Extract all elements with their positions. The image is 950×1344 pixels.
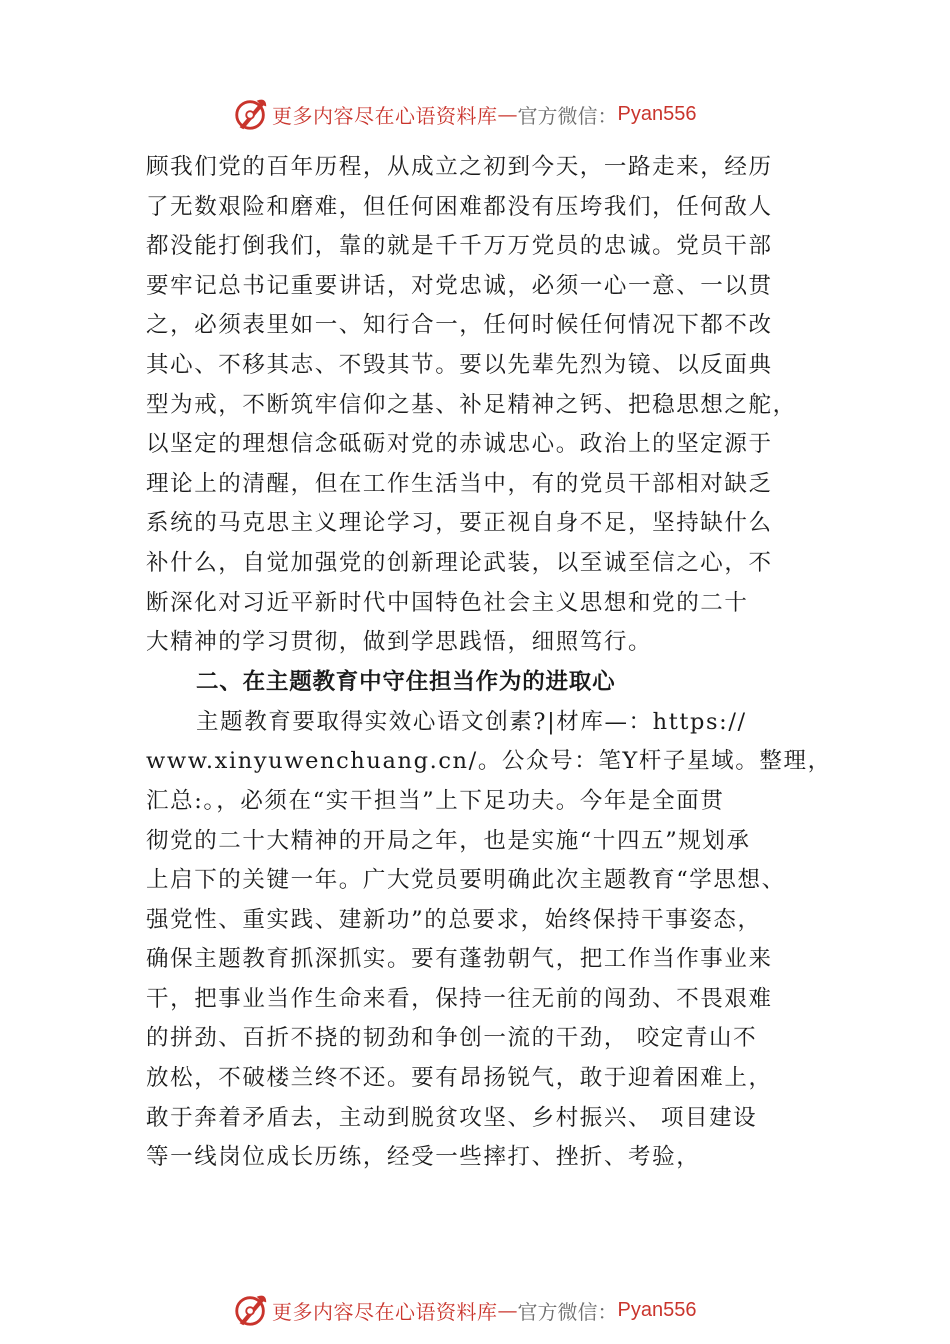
- paragraph-line: 彻党的二十大精神的开局之年，也是实施“十四五”规划承: [146, 827, 751, 854]
- banner-brand: 更多内容尽在心语资料库: [272, 103, 498, 128]
- paragraph-line: 顾我们党的百年历程，从成立之初到今天，一路走来，经历: [146, 154, 773, 180]
- paragraph-line: 要牢记总书记重要讲话，对党忠诚，必须一心一意、一以贯: [146, 272, 773, 299]
- paragraph-line: 主题教育要取得实效心语文创素?|材库—：https://: [196, 708, 747, 735]
- paragraph-line: 以坚定的理想信念砥砺对党的赤诚忠心。政治上的坚定源于: [146, 431, 773, 458]
- paragraph-line: 理论上的清醒，但在工作生活当中，有的党员干部相对缺乏: [146, 470, 773, 497]
- paragraph-line: 大精神的学习贯彻，做到学思践悟，细照笃行。: [146, 629, 653, 656]
- banner-account: Pyan556: [617, 102, 697, 125]
- paragraph-line: 干，把事业当作生命来看，保持一往无前的闯劲、不畏艰难: [146, 985, 773, 1012]
- banner-account: Pyan556: [617, 1298, 697, 1321]
- quill-seal-logo-icon: [232, 1291, 270, 1329]
- banner-brand: 更多内容尽在心语资料库: [272, 1299, 498, 1324]
- banner-dash: —: [497, 1298, 518, 1322]
- paragraph-line: 的拼劲、百折不挠的韧劲和争创一流的干劲， 咬定青山不: [146, 1025, 758, 1052]
- paragraph-line: 其心、不移其志、不毁其节。要以先辈先烈为镜、以反面典: [146, 351, 773, 378]
- paragraph-line: 敢于奔着矛盾去，主动到脱贫攻坚、乡村振兴、 项目建设: [146, 1104, 758, 1131]
- paragraph-line: 确保主题教育抓深抓实。要有蓬勃朝气，把工作当作事业来: [146, 946, 773, 973]
- paragraph-line: 汇总:。，必须在“实干担当”上下足功夫。今年是全面贯: [146, 787, 725, 814]
- paragraph-line: 强党性、重实践、建新功”的总要求，始终保持干事姿态，: [146, 906, 762, 933]
- paragraph-line: 之，必须表里如一、知行合一，任何时候任何情况下都不改: [146, 312, 773, 339]
- section-heading: 二、在主题教育中守住担当作为的进取心: [196, 668, 616, 695]
- paragraph-line: 断深化对习近平新时代中国特色社会主义思想和党的二十: [146, 589, 749, 616]
- paragraph-line: 等一线岗位成长历练，经受一些摔打、挫折、考验，: [146, 1144, 701, 1171]
- paragraph-line: 了无数艰险和磨难，但任何困难都没有压垮我们，任何敌人: [146, 193, 773, 220]
- paragraph-line: www.xinyuwenchuang.cn/。公众号：笔Y杆子星域。整理，: [146, 748, 832, 775]
- paragraph-line: 都没能打倒我们，靠的就是千千万万党员的忠诚。党员干部: [146, 233, 773, 260]
- banner-dash: —: [497, 102, 518, 126]
- paragraph-line: 型为戒，不断筑牢信仰之基、补足精神之钙、把稳思想之舵，: [146, 391, 797, 418]
- article-body: [146, 148, 832, 1178]
- paragraph-line: 补什么，自觉加强党的创新理论武装，以至诚至信之心，不: [146, 549, 773, 576]
- banner-label: 官方微信：: [517, 1299, 618, 1324]
- paragraph-line: 系统的马克思主义理论学习，要正视自身不足，坚持缺什么: [146, 510, 773, 537]
- footer-banner: [232, 1290, 696, 1330]
- banner-label: 官方微信：: [517, 103, 618, 128]
- paragraph-line: 上启下的关键一年。广大党员要明确此次主题教育“学思想、: [146, 867, 786, 894]
- header-banner: [232, 94, 696, 134]
- quill-seal-logo-icon: [232, 95, 270, 133]
- paragraph-line: 放松，不破楼兰终不还。要有昂扬锐气，敢于迎着困难上，: [146, 1065, 773, 1092]
